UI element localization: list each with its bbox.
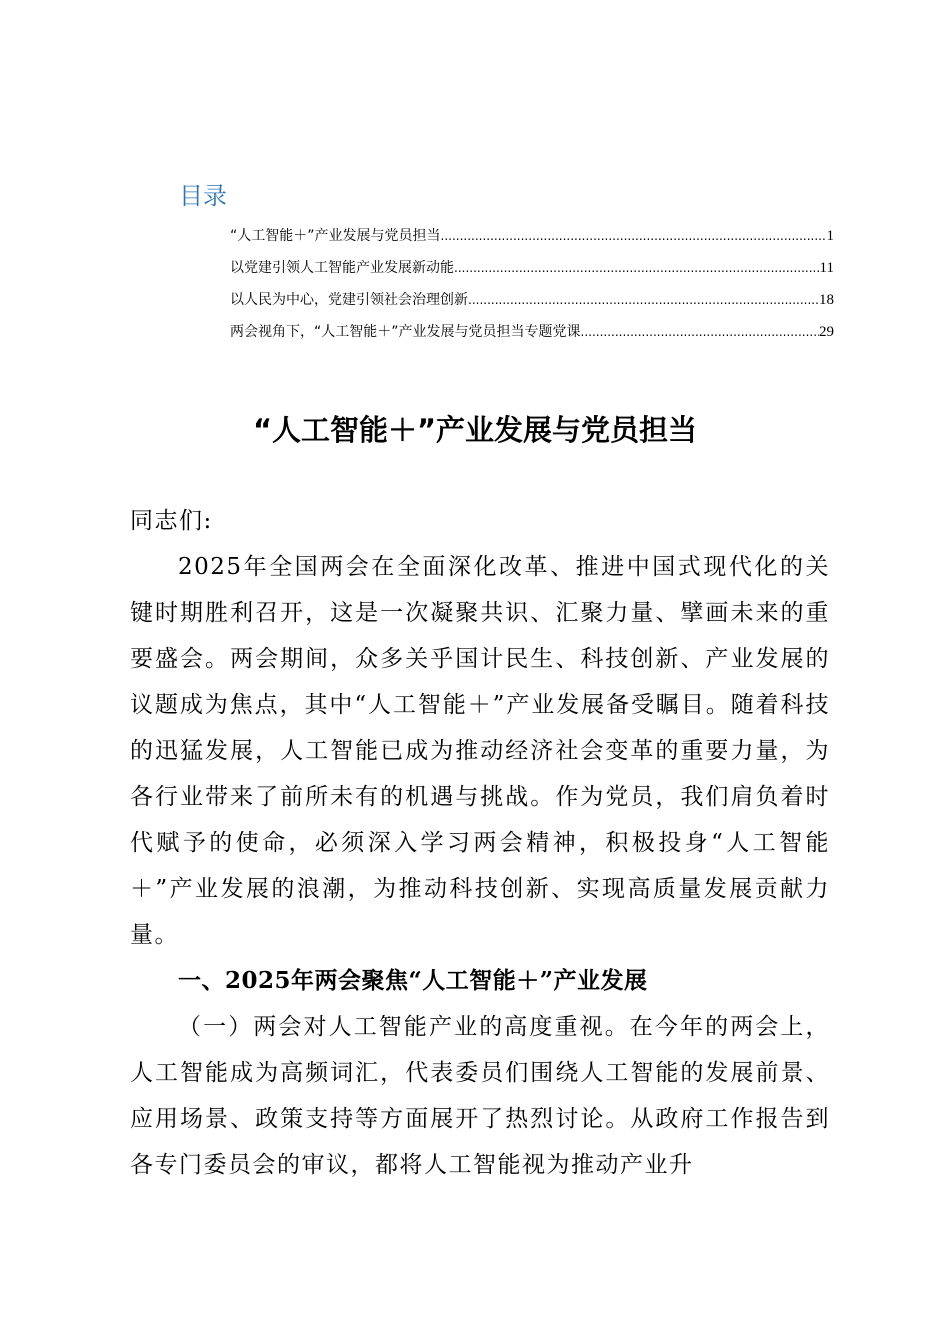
toc-entry-title: “人工智能＋”产业发展与党员担当	[230, 228, 441, 244]
salutation: 同志们:	[130, 508, 213, 534]
toc-dot-leader	[468, 288, 819, 312]
toc-entry-title: 以人民为中心，党建引领社会治理创新	[230, 292, 468, 308]
body-paragraph: 2025年全国两会在全面深化改革、推进中国式现代化的关键时期胜利召开，这是一次凝聚共识、汇聚力量、擘画未来的重要盛会。两会期间，众多关乎国计民生、科技创新、产业发展的议题成为焦点，其中“人工智能＋”产业发展备受瞩目。随着科技的迅猛发展，人工智能已成为推动经济社会变革的重要力量，为各行业带来了前所未有的机遇与挑战。作为党员，我们肩负着时代赋予的使命，必须深入学习两会精神，积极投身“人工智能＋”产业发展的浪潮，为推动科技创新、实现高质量发展贡献力量。	[130, 554, 830, 948]
toc-page-number: 1	[826, 228, 834, 244]
body-paragraph: （一）两会对人工智能产业的高度重视。在今年的两会上，人工智能成为高频词汇，代表委员们围绕人工智能的发展前景、应用场景、政策支持等方面展开了热烈讨论。从政府工作报告到各专门委员会的审议，都将人工智能视为推动产业升	[130, 1014, 830, 1178]
toc-dot-leader	[581, 320, 819, 344]
toc-page-number: 11	[819, 260, 834, 276]
toc-entry[interactable]	[230, 320, 834, 352]
toc-entry[interactable]	[230, 256, 834, 288]
toc-page-number: 18	[819, 292, 834, 308]
document-body	[130, 498, 830, 1188]
document-title: “人工智能＋”产业发展与党员担当	[252, 413, 698, 447]
toc-entry-title: 两会视角下，“人工智能＋”产业发展与党员担当专题党课	[230, 324, 581, 340]
toc-page-number: 29	[819, 324, 834, 340]
toc-entry[interactable]	[230, 224, 834, 256]
toc-dot-leader	[454, 256, 820, 280]
toc-entry-title: 以党建引领人工智能产业发展新动能	[230, 260, 454, 276]
toc-dot-leader	[441, 224, 827, 248]
section-heading: 一、2025年两会聚焦“人工智能＋”产业发展	[178, 967, 648, 994]
table-of-contents	[230, 224, 834, 352]
toc-entry[interactable]	[230, 288, 834, 320]
toc-heading: 目录	[179, 182, 227, 210]
